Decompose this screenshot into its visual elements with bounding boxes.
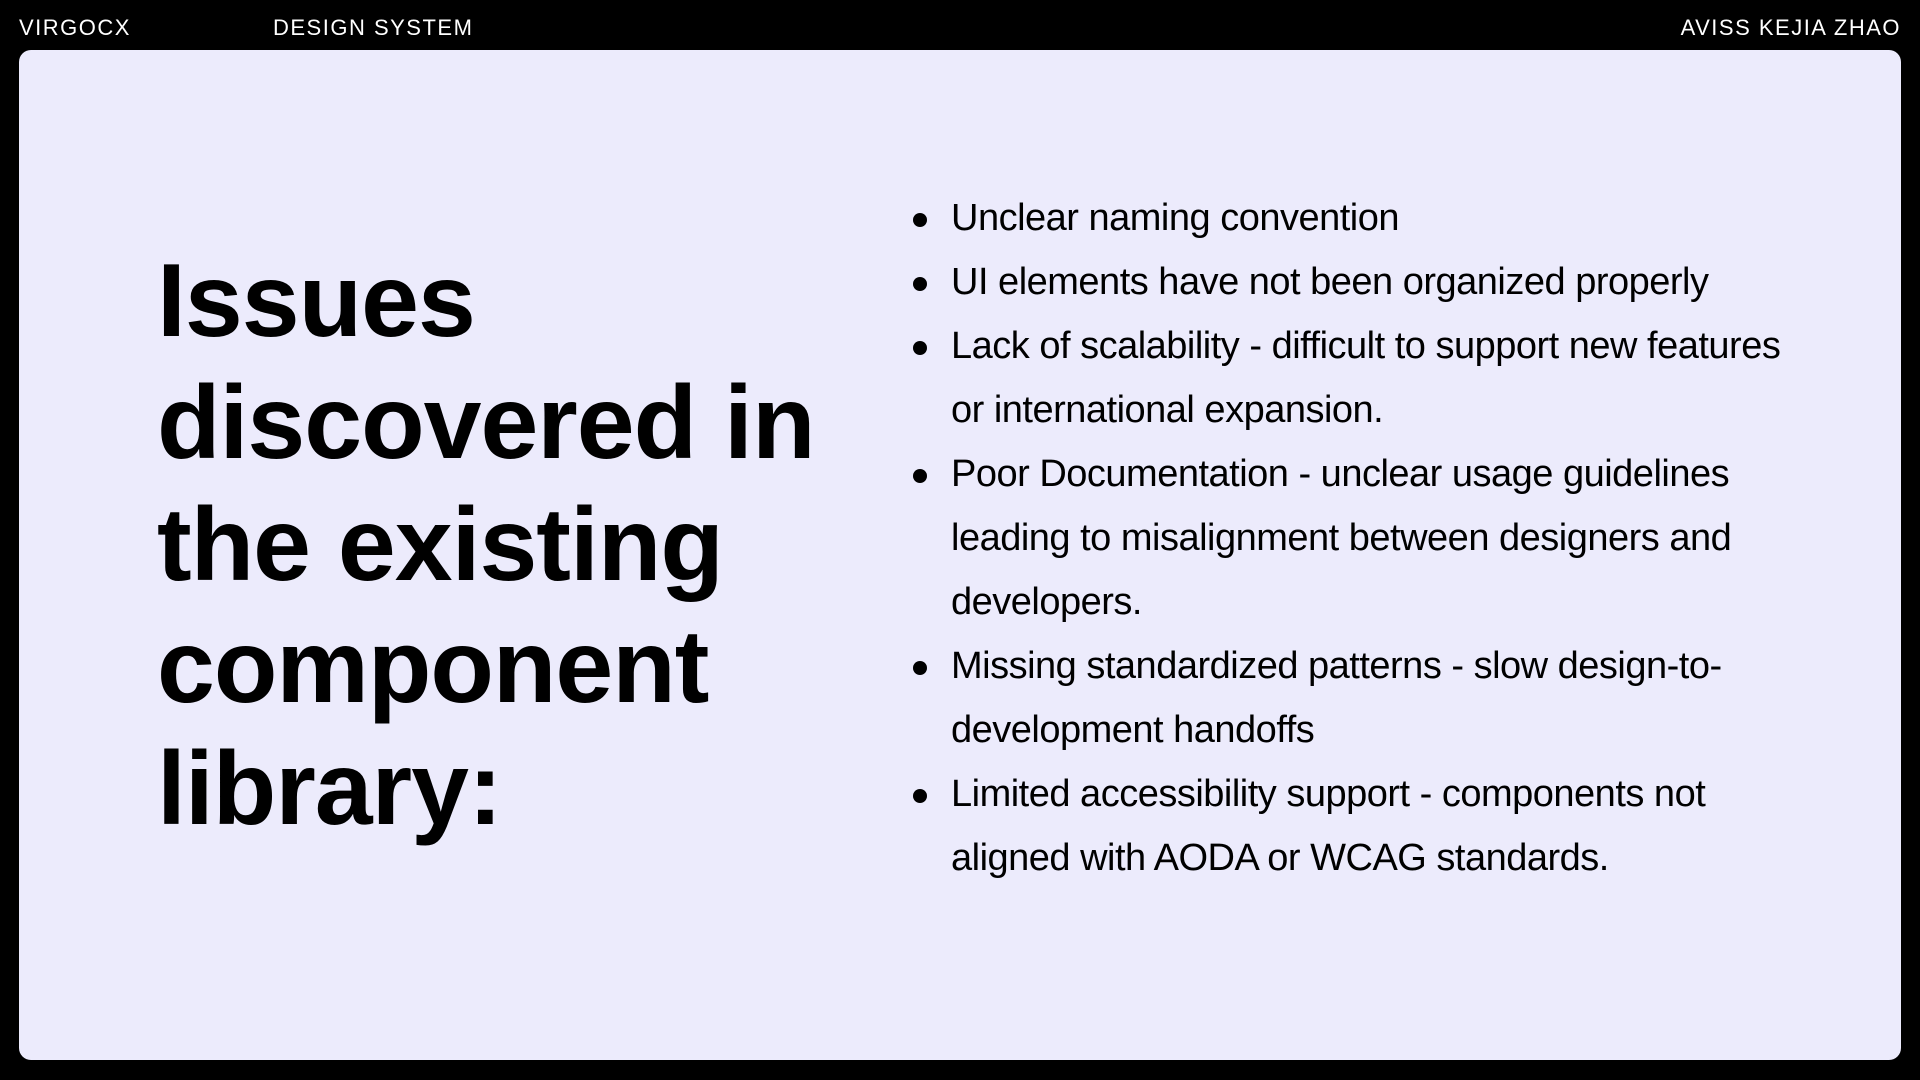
issue-item xyxy=(901,762,1801,890)
slide-card xyxy=(19,50,1901,1060)
issue-text: Limited accessibility support - components not aligned with AODA or WCAG standards. xyxy=(951,773,1706,879)
bullet-icon xyxy=(913,277,927,291)
issue-item xyxy=(901,314,1801,442)
issue-item xyxy=(901,186,1801,250)
issue-item xyxy=(901,442,1801,634)
issue-text: Missing standardized patterns - slow design-to-development handoffs xyxy=(951,645,1722,751)
issue-item xyxy=(901,250,1801,314)
bullet-icon xyxy=(913,661,927,675)
top-bar xyxy=(0,0,1920,50)
issue-item xyxy=(901,634,1801,762)
issue-text: Lack of scalability - difficult to support new features or international expansion. xyxy=(951,325,1781,431)
issue-text: Poor Documentation - unclear usage guidelines leading to misalignment between designers and developers. xyxy=(951,453,1732,623)
issue-text: Unclear naming convention xyxy=(951,197,1399,239)
author-label: AVISS KEJIA ZHAO xyxy=(1680,15,1901,40)
bullet-icon xyxy=(913,341,927,355)
brand-label: VIRGOCX xyxy=(19,15,131,40)
bullet-icon xyxy=(913,469,927,483)
bullet-icon xyxy=(913,789,927,803)
section-label: DESIGN SYSTEM xyxy=(273,15,474,40)
issues-list xyxy=(901,186,1801,890)
bullet-icon xyxy=(913,213,927,227)
issue-text: UI elements have not been organized properly xyxy=(951,261,1709,303)
slide-title: Issues discovered in the existing component library: xyxy=(157,243,815,847)
